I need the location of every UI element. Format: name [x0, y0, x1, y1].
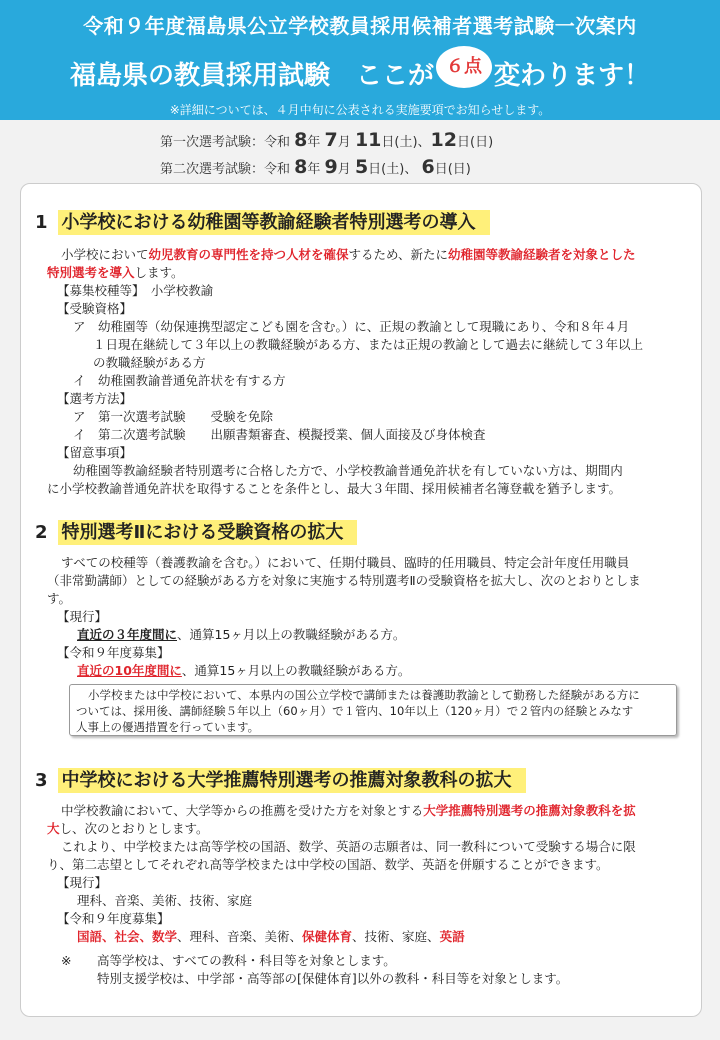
- s1-line-8: ア 第一次選考試験 受験を免除: [73, 409, 274, 424]
- s1-line-5: の教職経験がある方: [93, 355, 206, 370]
- section-1-body: [47, 246, 687, 498]
- six-points-badge: ６点: [436, 46, 492, 88]
- first-year: 8: [294, 129, 308, 151]
- header-main-b: 変わります！: [494, 61, 651, 91]
- s1-p1e: 特別選考を導入: [47, 265, 135, 280]
- s3-line-3: これより、中学校または高等学校の国語、数学、英語の志願者は、同一教科について受験する場合に限: [61, 839, 636, 854]
- first-day1-suffix: 日(土)、: [381, 135, 431, 150]
- s3-line-4: り、第二志望としてそれぞれ高等学校または中学校の国語、数学、英語を併願することができます。: [47, 857, 609, 872]
- s2-box-line-1: 小学校または中学校において、本県内の国公立学校で講師または養護助教諭として勤務した経験がある方に: [88, 688, 640, 702]
- second-day2-suffix: 日(日): [434, 162, 471, 177]
- s2-new: [47, 662, 687, 680]
- s1-line-10: 【留意事項】: [57, 445, 133, 460]
- s3-p1a: 中学校教諭において、大学等からの推薦を受けた方を対象とする: [61, 803, 424, 818]
- section-2-number: 2: [35, 522, 48, 543]
- s1-line-7: 【選考方法】: [57, 391, 133, 406]
- header-title: 令和９年度福島県公立学校教員採用候補者選考試験一次案内: [83, 14, 637, 38]
- s1-line-4: １日現在継続して３年以上の教職経験がある方、または正規の教諭として過去に継続して３年以上: [93, 337, 644, 352]
- first-day2-suffix: 日(日): [457, 135, 494, 150]
- s1-line-12: に小学校教諭普通免許状を取得することを条件とし、最大３年間、採用候補者名簿登載を猶予します。: [47, 481, 622, 496]
- s2-new-underlined: 直近の10年度間に: [77, 663, 182, 678]
- s1-line-9: イ 第二次選考試験 出願書類審査、模擬授業、個人面接及び身体検査: [73, 427, 486, 442]
- first-exam-date: [160, 128, 493, 155]
- section-3-body: [47, 802, 687, 988]
- s3-p1c: 大: [47, 821, 60, 836]
- s3-new-label: 【令和９年度募集】: [57, 911, 170, 926]
- badge-wrap: [434, 56, 494, 92]
- s1-intro-2: [47, 264, 687, 282]
- s3-intro: [47, 802, 687, 820]
- first-year-unit: 年: [307, 135, 321, 150]
- s2-line-2: （非常勤講師）としての経験がある方を対象に実施する特別選考Ⅱの受験資格を拡大し、次のとおりとしま: [47, 573, 641, 588]
- s1-line-1: 【募集校種等】 小学校教諭: [57, 283, 214, 298]
- section-3-title: 中学校における大学推薦特別選考の推薦対象教科の拡大: [58, 768, 526, 793]
- section-1-title: 小学校における幼稚園等教諭経験者特別選考の導入: [58, 210, 490, 235]
- s3-footnote-1: 高等学校は、すべての教科・科目等を対象とします。: [97, 953, 396, 968]
- s2-current-underlined: 直近の３年度間に: [77, 627, 178, 642]
- s2-new-text: 、通算15ヶ月以上の教職経験がある方。: [181, 663, 411, 678]
- s1-line-11: 幼稚園等教諭経験者特別選考に合格した方で、小学校教諭普通免許状を有していない方は、期間内: [73, 463, 623, 478]
- s2-current: [47, 626, 687, 644]
- s2-note-box: [69, 684, 677, 736]
- s3-new-1: 国語、社会、数学: [77, 929, 178, 944]
- s3-new-4: 、技術、家庭、: [352, 929, 440, 944]
- s3-intro-2: [47, 820, 687, 838]
- section-1-number: 1: [35, 212, 48, 233]
- header-note: ※詳細については、４月中旬に公表される実施要項でお知らせします。: [169, 103, 551, 117]
- s3-new-5: 英語: [439, 929, 465, 944]
- second-year: 8: [294, 156, 308, 178]
- section-1-heading: [35, 208, 490, 234]
- first-month-unit: 月: [337, 135, 351, 150]
- first-day1: 11: [354, 129, 382, 151]
- second-month-unit: 月: [337, 162, 351, 177]
- s3-footnote: [47, 952, 687, 970]
- s2-current-label: 【現行】: [57, 609, 108, 624]
- s3-current-list: 理科、音楽、美術、技術、家庭: [77, 893, 253, 908]
- s1-p1f: します。: [134, 265, 184, 280]
- section-3-heading: [35, 766, 526, 792]
- exam-dates: [160, 128, 493, 182]
- s3-p1d: し、次のとおりとします。: [59, 821, 209, 836]
- s3-p1b: 大学推薦特別選考の推薦対象教科を拡: [423, 803, 636, 818]
- second-day1: 5: [354, 156, 369, 178]
- s1-p1c: するため、新たに: [348, 247, 449, 262]
- second-exam-date: [160, 155, 493, 182]
- content-card: [20, 183, 702, 1017]
- s1-intro: [47, 246, 687, 264]
- s1-p1b: 幼児教育の専門性を持つ人材を確保: [148, 247, 349, 262]
- second-year-unit: 年: [307, 162, 321, 177]
- s1-line-3: ア 幼稚園等（幼保連携型認定こども園を含む。）に、正規の教諭として現職にあり、令和８年４月: [73, 319, 630, 334]
- s2-line-3: す。: [47, 591, 72, 606]
- section-2-title: 特別選考Ⅱにおける受験資格の拡大: [58, 520, 358, 545]
- s3-new-3: 保健体育: [302, 929, 353, 944]
- second-day1-suffix: 日(土)、: [368, 162, 418, 177]
- s1-line-2: 【受験資格】: [57, 301, 133, 316]
- first-label: 第一次選考試験：令和: [160, 135, 291, 150]
- s3-new-2: 、理科、音楽、美術、: [177, 929, 303, 944]
- section-2-heading: [35, 518, 357, 544]
- s3-footnote-mark: ※: [61, 953, 72, 968]
- second-label: 第二次選考試験：令和: [160, 162, 291, 177]
- header-main: [0, 55, 720, 92]
- s3-new-list: [47, 928, 687, 946]
- s2-box-line-2: ついては、採用後、講師経験５年以上（60ヶ月）で１管内、10年以上（120ヶ月）で２管内の経験とみなす: [76, 704, 634, 718]
- s2-current-text: 、通算15ヶ月以上の教職経験がある方。: [177, 627, 406, 642]
- second-day2: 6: [421, 156, 435, 178]
- s3-current-label: 【現行】: [57, 875, 108, 890]
- s2-box-line-3: 人事上の優遇措置を行っています。: [76, 720, 260, 734]
- s1-p1d: 幼稚園等教諭経験者を対象とした: [448, 247, 636, 262]
- header-main-a: 福島県の教員採用試験 ここが: [69, 61, 434, 91]
- header-banner: [0, 0, 720, 120]
- s3-footnote-2: 特別支援学校は、中学部・高等部の[保健体育]以外の教科・科目等を対象とします。: [97, 971, 569, 986]
- first-day2: 12: [430, 129, 457, 151]
- section-3-number: 3: [35, 770, 48, 791]
- s1-p1a: 小学校において: [61, 247, 149, 262]
- s1-line-6: イ 幼稚園教諭普通免許状を有する方: [73, 373, 286, 388]
- s2-line-1: すべての校種等（養護教諭を含む。）において、任期付職員、臨時的任用職員、特定会計年度任用職員: [61, 555, 630, 570]
- section-2-body: [47, 554, 687, 680]
- second-month: 9: [324, 156, 338, 178]
- s2-new-label: 【令和９年度募集】: [57, 645, 170, 660]
- first-month: 7: [324, 129, 338, 151]
